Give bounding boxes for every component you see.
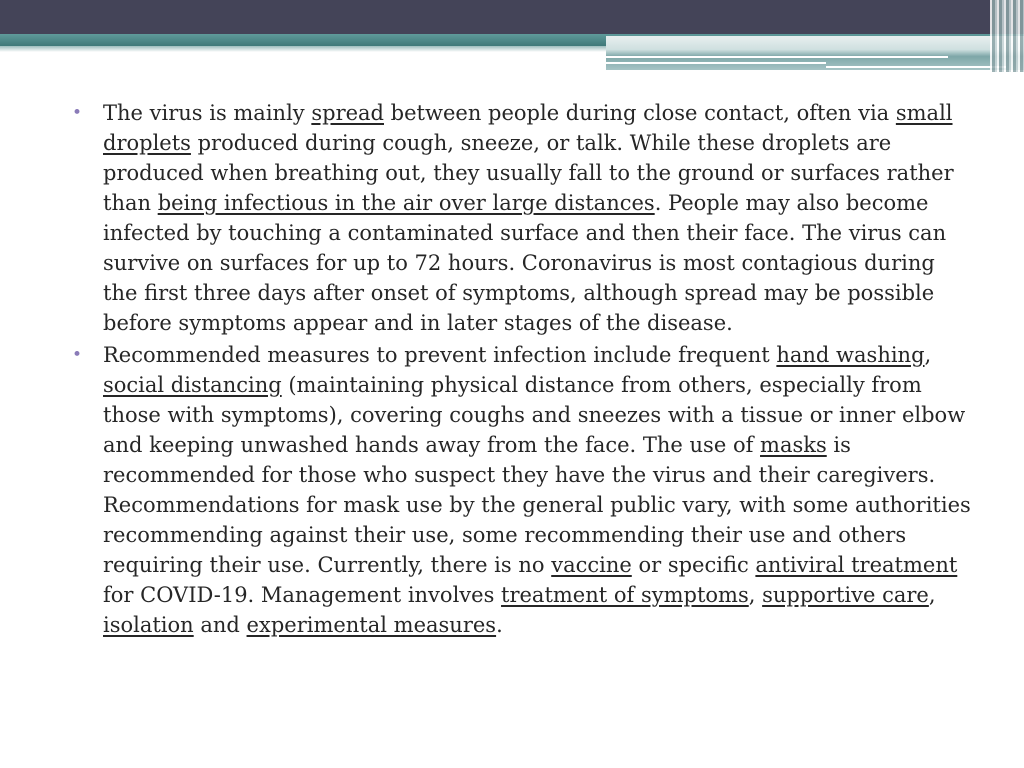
link-spread[interactable]: spread xyxy=(311,101,384,125)
link-vaccine[interactable]: vaccine xyxy=(551,553,632,577)
header-dark-band xyxy=(0,0,1024,36)
text-segment: . xyxy=(496,613,503,637)
text-segment: The virus is mainly xyxy=(103,101,312,125)
text-segment: or specific xyxy=(631,553,756,577)
link-experimental-measures[interactable]: experimental measures xyxy=(246,613,497,637)
link-isolation[interactable]: isolation xyxy=(103,613,194,637)
header-decoration-stripes xyxy=(990,0,1024,72)
link-antiviral-treatment[interactable]: antiviral treatment xyxy=(755,553,958,577)
link-treatment-of-symptoms[interactable]: treatment of symptoms xyxy=(501,583,749,607)
slide-body xyxy=(72,98,972,642)
text-segment: is recommended for those who suspect they have the virus and their caregivers. Recommendations for mask use by the general public vary, with some authorities recommending against their use, some recommending their use and others requiring their use. Currently, there is no xyxy=(103,433,971,577)
header-decoration-line xyxy=(826,66,1006,68)
bullet-prevention xyxy=(72,340,972,640)
text-segment: and xyxy=(193,613,247,637)
bullet-marker: • xyxy=(72,103,83,123)
link-airborne-distances[interactable]: being infectious in the air over large distances xyxy=(157,191,655,215)
link-supportive-care[interactable]: supportive care xyxy=(762,583,929,607)
text-segment: produced during cough, sneeze, or talk. While these droplets are produced when breathing out, they usually fall to the ground or surfaces rather than xyxy=(103,131,954,215)
link-small-droplets[interactable]: small droplets xyxy=(103,101,953,155)
header-decoration-line xyxy=(606,62,826,64)
text-segment: for COVID-19. Management involves xyxy=(103,583,502,607)
bullet-marker: • xyxy=(72,345,83,365)
text-segment: Recommended measures to prevent infection include frequent xyxy=(103,343,777,367)
text-segment: , xyxy=(748,583,763,607)
link-social-distancing[interactable]: social distancing xyxy=(103,373,282,397)
text-segment: between people during close contact, often via xyxy=(384,101,896,125)
header-teal-fade xyxy=(0,46,606,52)
text-segment: (maintaining physical distance from others, especially from those with symptoms), covering coughs and sneezes with a tissue or inner elbow and keeping unwashed hands away from the face. The use of xyxy=(103,373,966,457)
header-decoration-block xyxy=(606,36,1024,70)
link-masks[interactable]: masks xyxy=(760,433,827,457)
link-hand-washing[interactable]: hand washing xyxy=(776,343,925,367)
text-segment: , xyxy=(924,343,932,367)
bullet-transmission xyxy=(72,98,972,338)
text-segment: . People may also become infected by touching a contaminated surface and then their face. The virus can survive on surfaces for up to 72 hours. Coronavirus is most contagious during the first three days after onset of symptoms, although spread may be possible before symptoms appear and in later stages of the disease. xyxy=(103,191,947,335)
header-decoration-line xyxy=(606,56,948,58)
text-segment: , xyxy=(928,583,936,607)
